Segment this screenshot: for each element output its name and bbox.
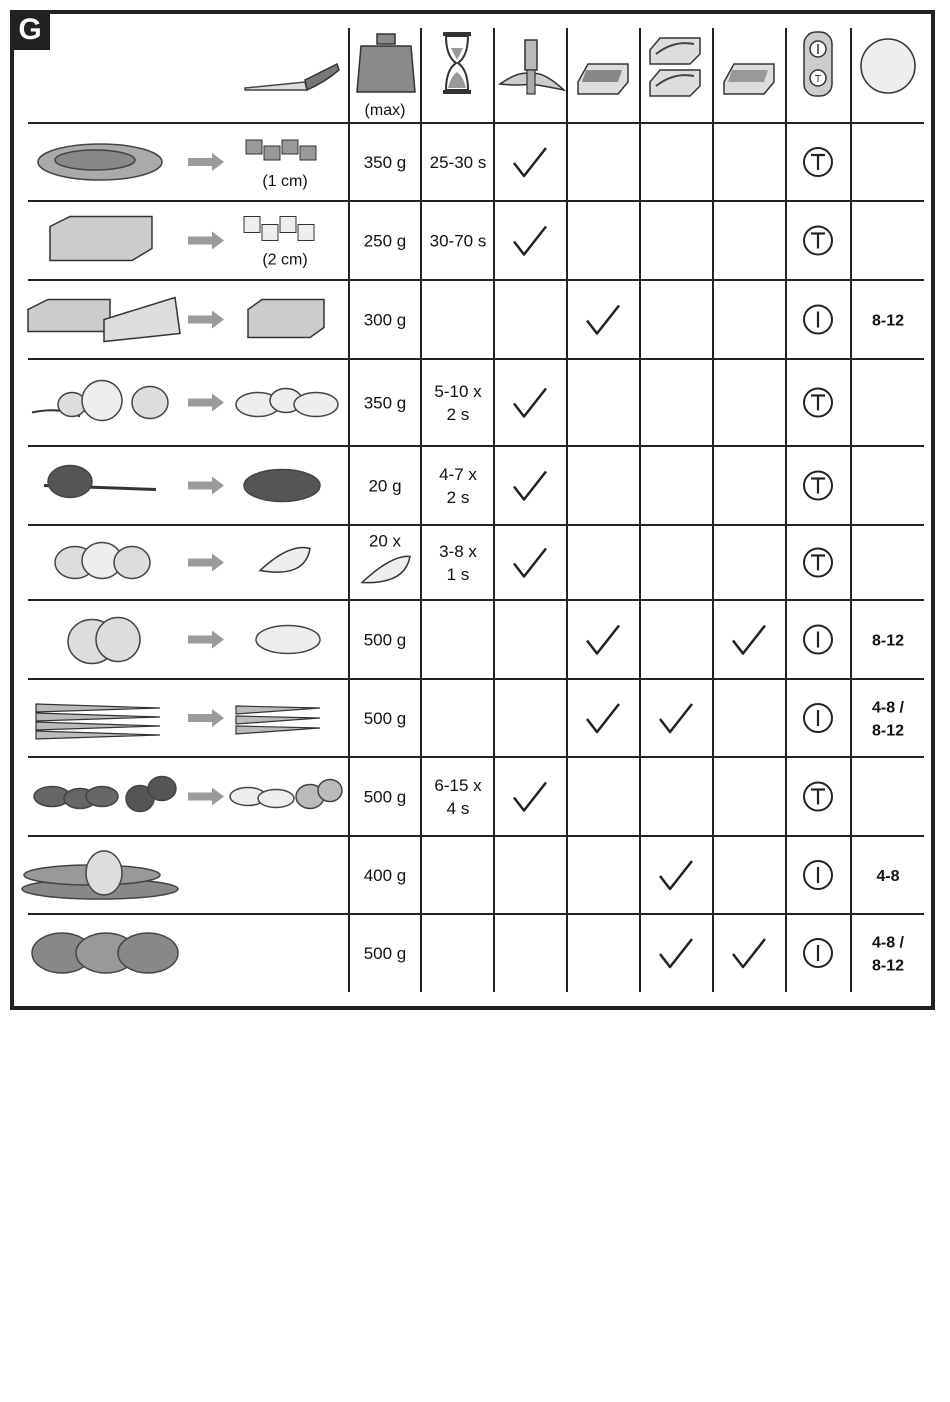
check-icon: [660, 704, 692, 732]
weight-value: 350 g: [363, 393, 407, 413]
check-icon: [660, 861, 692, 889]
time-value: 4-7 x: [439, 465, 477, 484]
check-icon: [587, 306, 619, 334]
grated-carrot-icon: [236, 716, 320, 724]
section-letter: G: [10, 10, 50, 50]
check-icon: [733, 939, 765, 967]
weight-value: 400 g: [363, 866, 407, 885]
table-row: [32, 933, 905, 975]
time-value: 4 s: [446, 799, 470, 818]
weight-max-label: (max): [364, 102, 406, 119]
speed-value: 8-12: [871, 722, 905, 740]
check-icon: [660, 939, 692, 967]
cheese-cube-icon: [280, 217, 296, 233]
chopped-herbs-icon: [244, 470, 320, 502]
almond-icon: [86, 787, 118, 807]
hazelnut-icon: [148, 777, 176, 801]
weight-value: 500 g: [363, 787, 407, 807]
knife-icon: [245, 64, 339, 90]
cheese-cube-icon: [244, 217, 260, 233]
garlic-clove-icon: [260, 547, 310, 572]
herbs-icon: [48, 466, 92, 498]
weight-value: 250 g: [363, 231, 407, 251]
speed-value: 4-8 /: [871, 699, 905, 717]
size-label: (2 cm): [262, 251, 308, 269]
arrow-icon: [188, 394, 224, 412]
speed-value: 8-12: [871, 632, 905, 650]
weight-icon: [357, 34, 415, 92]
arrow-icon: [188, 631, 224, 649]
time-value: 2 s: [446, 488, 470, 507]
check-icon: [587, 626, 619, 654]
table-row: [22, 851, 900, 899]
potato-icon: [118, 933, 178, 973]
arrow-icon: [188, 153, 224, 171]
apple-icon: [96, 618, 140, 662]
garlic-icon: [114, 547, 150, 579]
table-row: [68, 618, 904, 664]
check-icon: [514, 549, 546, 577]
arrow-icon: [188, 554, 224, 572]
meat-cube-icon: [264, 146, 280, 160]
weight-value: 300 g: [363, 310, 407, 330]
apple-slices-icon: [256, 626, 320, 654]
meat-cube-icon: [282, 140, 298, 154]
check-icon: [514, 227, 546, 255]
nut-slice-icon: [258, 790, 294, 808]
arrow-icon: [188, 788, 224, 806]
time-value: 1 s: [446, 565, 470, 584]
check-icon: [514, 472, 546, 500]
time-value: 25-30 s: [429, 153, 487, 172]
arrow-icon: [188, 232, 224, 250]
table-row: [36, 700, 905, 740]
time-value: 30-70 s: [429, 231, 487, 251]
weight-value: 20 g: [368, 476, 402, 496]
onion-icon: [132, 387, 168, 419]
cheese-cube-icon: [298, 225, 314, 241]
cucumber-icon: [86, 851, 122, 895]
weight-value: 500 g: [363, 944, 407, 963]
table-row: [28, 298, 904, 342]
time-value: 6-15 x: [434, 776, 482, 795]
check-icon: [733, 626, 765, 654]
switch-icon: [804, 32, 832, 96]
weight-value: 500 g: [363, 630, 407, 650]
carrot-icon: [36, 704, 160, 712]
speed-value: 8-12: [871, 957, 905, 975]
grated-carrot-icon: [236, 706, 320, 714]
cheese-block-icon: [28, 300, 110, 332]
grating-disc-icon: [724, 64, 774, 94]
slicing-disc-icon: [578, 64, 628, 94]
table-row: [55, 532, 832, 585]
speed-dial-icon: [861, 39, 915, 93]
time-value: 3-8 x: [439, 542, 477, 561]
meat-cube-icon: [246, 140, 262, 154]
weight-value: 20 x: [368, 531, 402, 551]
time-value: 2 s: [446, 405, 470, 424]
meat-cube-icon: [300, 146, 316, 160]
nut-piece-icon: [318, 780, 342, 802]
weight-value: 350 g: [363, 153, 407, 172]
carrot-icon: [36, 713, 160, 721]
carrot-icon: [36, 731, 160, 739]
check-icon: [514, 148, 546, 176]
speed-value: 4-8: [876, 868, 900, 885]
weight-value: 500 g: [363, 709, 407, 728]
check-icon: [587, 704, 619, 732]
cheese-block-icon: [50, 217, 152, 261]
svg-text:T: T: [814, 74, 822, 85]
time-value: 5-10 x: [434, 382, 482, 401]
garlic-clove-icon: [362, 556, 410, 582]
speed-value: 4-8 /: [871, 934, 905, 952]
arrow-icon: [188, 709, 224, 727]
cheese-cube-icon: [262, 225, 278, 241]
check-icon: [514, 389, 546, 417]
reversible-disc-icon: [650, 38, 700, 96]
onion-slice-icon: [294, 393, 338, 417]
size-label: (1 cm): [262, 173, 308, 190]
arrow-icon: [188, 311, 224, 329]
table-row: [50, 217, 832, 269]
hourglass-icon: [443, 32, 471, 94]
onion-icon: [82, 381, 122, 421]
chopping-blade-icon: [500, 40, 564, 94]
cheese-slices-icon: [248, 300, 324, 338]
cheese-wedge-icon: [104, 298, 180, 342]
table-grid: [28, 28, 924, 992]
speed-value: 8-12: [871, 312, 905, 330]
grated-carrot-icon: [236, 726, 320, 734]
carrot-icon: [36, 722, 160, 730]
arrow-icon: [188, 477, 224, 495]
check-icon: [514, 783, 546, 811]
